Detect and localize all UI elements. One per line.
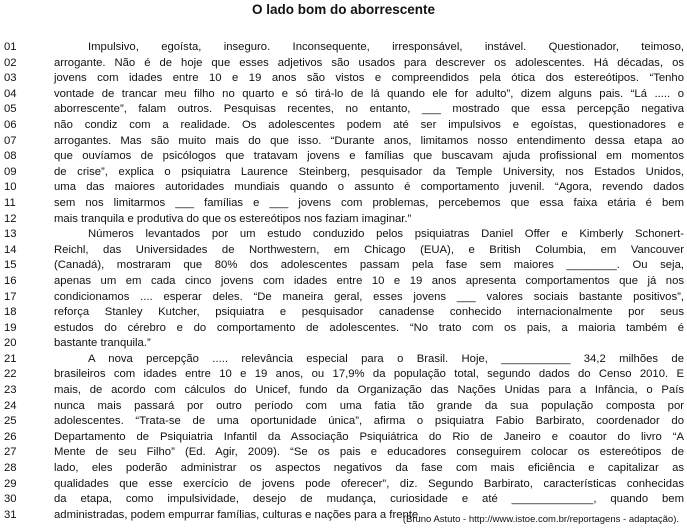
text-line: nunca mais passará por outro período com uma fatia tão grande da sua população composta por xyxy=(54,399,684,412)
line-number: 20 xyxy=(4,337,17,350)
text-line: bastante tranquila.” xyxy=(54,337,151,350)
text-line: brasileiros com idades entre 10 e 19 anos, ou 17,9% da população total, segundo dados do Censo 2010. E xyxy=(54,368,684,381)
text-line: estudos do cérebro e do comportamento de adolescentes. “No trato com os pais, a maioria também é xyxy=(54,321,684,334)
line-number: 06 xyxy=(4,118,17,131)
text-line: Impulsivo, egoísta, inseguro. Inconsequente, irresponsável, instável. Questionador, teimoso, xyxy=(88,41,684,53)
line-number: 18 xyxy=(4,306,17,319)
text-line: de crise”, explica o psiquiatra Laurence Steinberg, pesquisador da Temple University, nos Estados Unidos, xyxy=(54,165,684,178)
line-number: 15 xyxy=(4,259,17,272)
source-citation: (Bruno Astuto - http://www.istoe.com.br/reportagens - adaptação). xyxy=(402,514,679,525)
line-number: 29 xyxy=(4,477,17,490)
text-title: O lado bom do aborrescente xyxy=(251,2,436,17)
text-line: condicionamos .... esperar deles. “De maneira geral, esses jovens ___ valores sociais bastante positivos”, xyxy=(54,290,684,303)
line-number: 05 xyxy=(4,103,17,116)
line-number: 03 xyxy=(4,72,17,85)
text-line: (Canadá), mostraram que 80% dos adolescentes passam pela fase sem maiores ________. Ou seja, xyxy=(54,259,684,272)
line-number: 10 xyxy=(4,181,17,194)
text-line: que ouvíamos de psicólogos que tratavam jovens e famílias que buscavam ajuda profissional em momentos xyxy=(54,150,684,163)
text-line: uma das maiores autoridades mundiais quando o assunto é comportamento juvenil. “Agora, revendo dados xyxy=(54,181,684,194)
text-line: Mente de seu Filho” (Ed. Agir, 2009). “Se os pais e educadores conseguirem colocar os estereótipos de xyxy=(54,446,684,459)
text-line: administradas, podem empurrar famílias, culturas e nações para a frente. xyxy=(54,508,422,521)
text-line: Reichl, das Universidades de Northwestern, em Chicago (EUA), e British Columbia, em Vancouver xyxy=(54,243,684,256)
text-line: Números levantados por um estudo conduzido pelos psiquiatras Daniel Offer e Kimberly Schonert- xyxy=(88,228,684,241)
line-number: 11 xyxy=(4,196,16,209)
line-number: 28 xyxy=(4,462,17,475)
line-number: 08 xyxy=(4,150,17,163)
line-number: 02 xyxy=(4,56,17,69)
text-line: adolescentes. “Trata-se de uma oportunidade única”, afirma o psiquiatra Fabio Barbirato, coordenador do xyxy=(54,415,684,428)
text-line: aborrescente”, falam outros. Pesquisas recentes, no entanto, ___ mostrado que essa percepção negativa xyxy=(54,103,684,116)
line-number: 27 xyxy=(4,446,17,459)
line-number: 17 xyxy=(4,290,17,303)
line-number: 14 xyxy=(4,243,17,256)
line-number: 23 xyxy=(4,384,17,397)
text-line: qualidades que esse exercício de jovens pode oferecer”, diz. Segundo Barbirato, características conhecidas xyxy=(54,477,684,490)
text-line: arrogantes. Mas são muito mais do que isso. “Durante anos, limitamos nosso entendimento dessa etapa ao xyxy=(54,134,684,147)
text-line: apenas um em cada cinco jovens com idades entre 10 e 19 anos apresenta comportamentos que já nos xyxy=(54,274,684,287)
line-number: 22 xyxy=(4,368,17,381)
line-number: 21 xyxy=(4,352,17,365)
text-line: mais, de acordo com cálculos do Unicef, fundo da Organização das Nações Unidas para a Infância, o País xyxy=(54,384,684,397)
line-number: 01 xyxy=(4,41,17,53)
text-line: sem nos limitarmos ___ famílias e ___ jovens com problemas, percebemos que essa faixa etária é bem xyxy=(54,196,684,209)
text-line: lado, eles poderão administrar os aspectos negativos da fase com mais eficiência e capitalizar as xyxy=(54,462,684,475)
text-line: da etapa, como impulsividade, desejo de mudança, curiosidade e até _____________, quando bem xyxy=(54,493,684,506)
text-line: jovens com idades entre 10 e 19 anos são vistos e compreendidos pela ótica dos estereótipos. “Tenho xyxy=(54,72,684,85)
line-number: 25 xyxy=(4,415,17,428)
text-line: Departamento de Psiquiatria Infantil da Associação Psiquiátrica do Rio de Janeiro e coautor do livro “A xyxy=(54,430,684,443)
line-numbers xyxy=(4,40,28,523)
line-number: 13 xyxy=(4,228,17,241)
text-line: não condiz com a realidade. Os adolescentes podem até ser impulsivos e egoístas, questionadores e xyxy=(54,118,684,131)
text-line: mais tranquila e produtiva do que os estereótipos nos faziam imaginar.” xyxy=(54,212,412,225)
text-body xyxy=(54,40,684,523)
line-number: 26 xyxy=(4,430,17,443)
line-number: 12 xyxy=(4,212,17,225)
line-number: 31 xyxy=(4,508,17,521)
text-line: vontade de trancar meu filho no quarto e só tirá-lo de lá quando ele for adulto”, dizem alguns pais. “Lá ..... o xyxy=(54,87,684,100)
line-number: 09 xyxy=(4,165,17,178)
line-number: 04 xyxy=(4,87,17,100)
line-number: 19 xyxy=(4,321,17,334)
line-number: 07 xyxy=(4,134,17,147)
text-line: reforça Stanley Kutcher, psiquiatra e pesquisador canadense conhecido internacionalmente por seus xyxy=(54,306,684,319)
line-number: 30 xyxy=(4,493,17,506)
text-line: A nova percepção ..... relevância especial para o Brasil. Hoje, ___________ 34,2 milhões de xyxy=(88,352,684,365)
line-number: 24 xyxy=(4,399,17,412)
text-line: arrogante. Não é de hoje que esses adjetivos são usados para descrever os adolescentes. Há décadas, os xyxy=(54,56,684,69)
line-number: 16 xyxy=(4,274,17,287)
